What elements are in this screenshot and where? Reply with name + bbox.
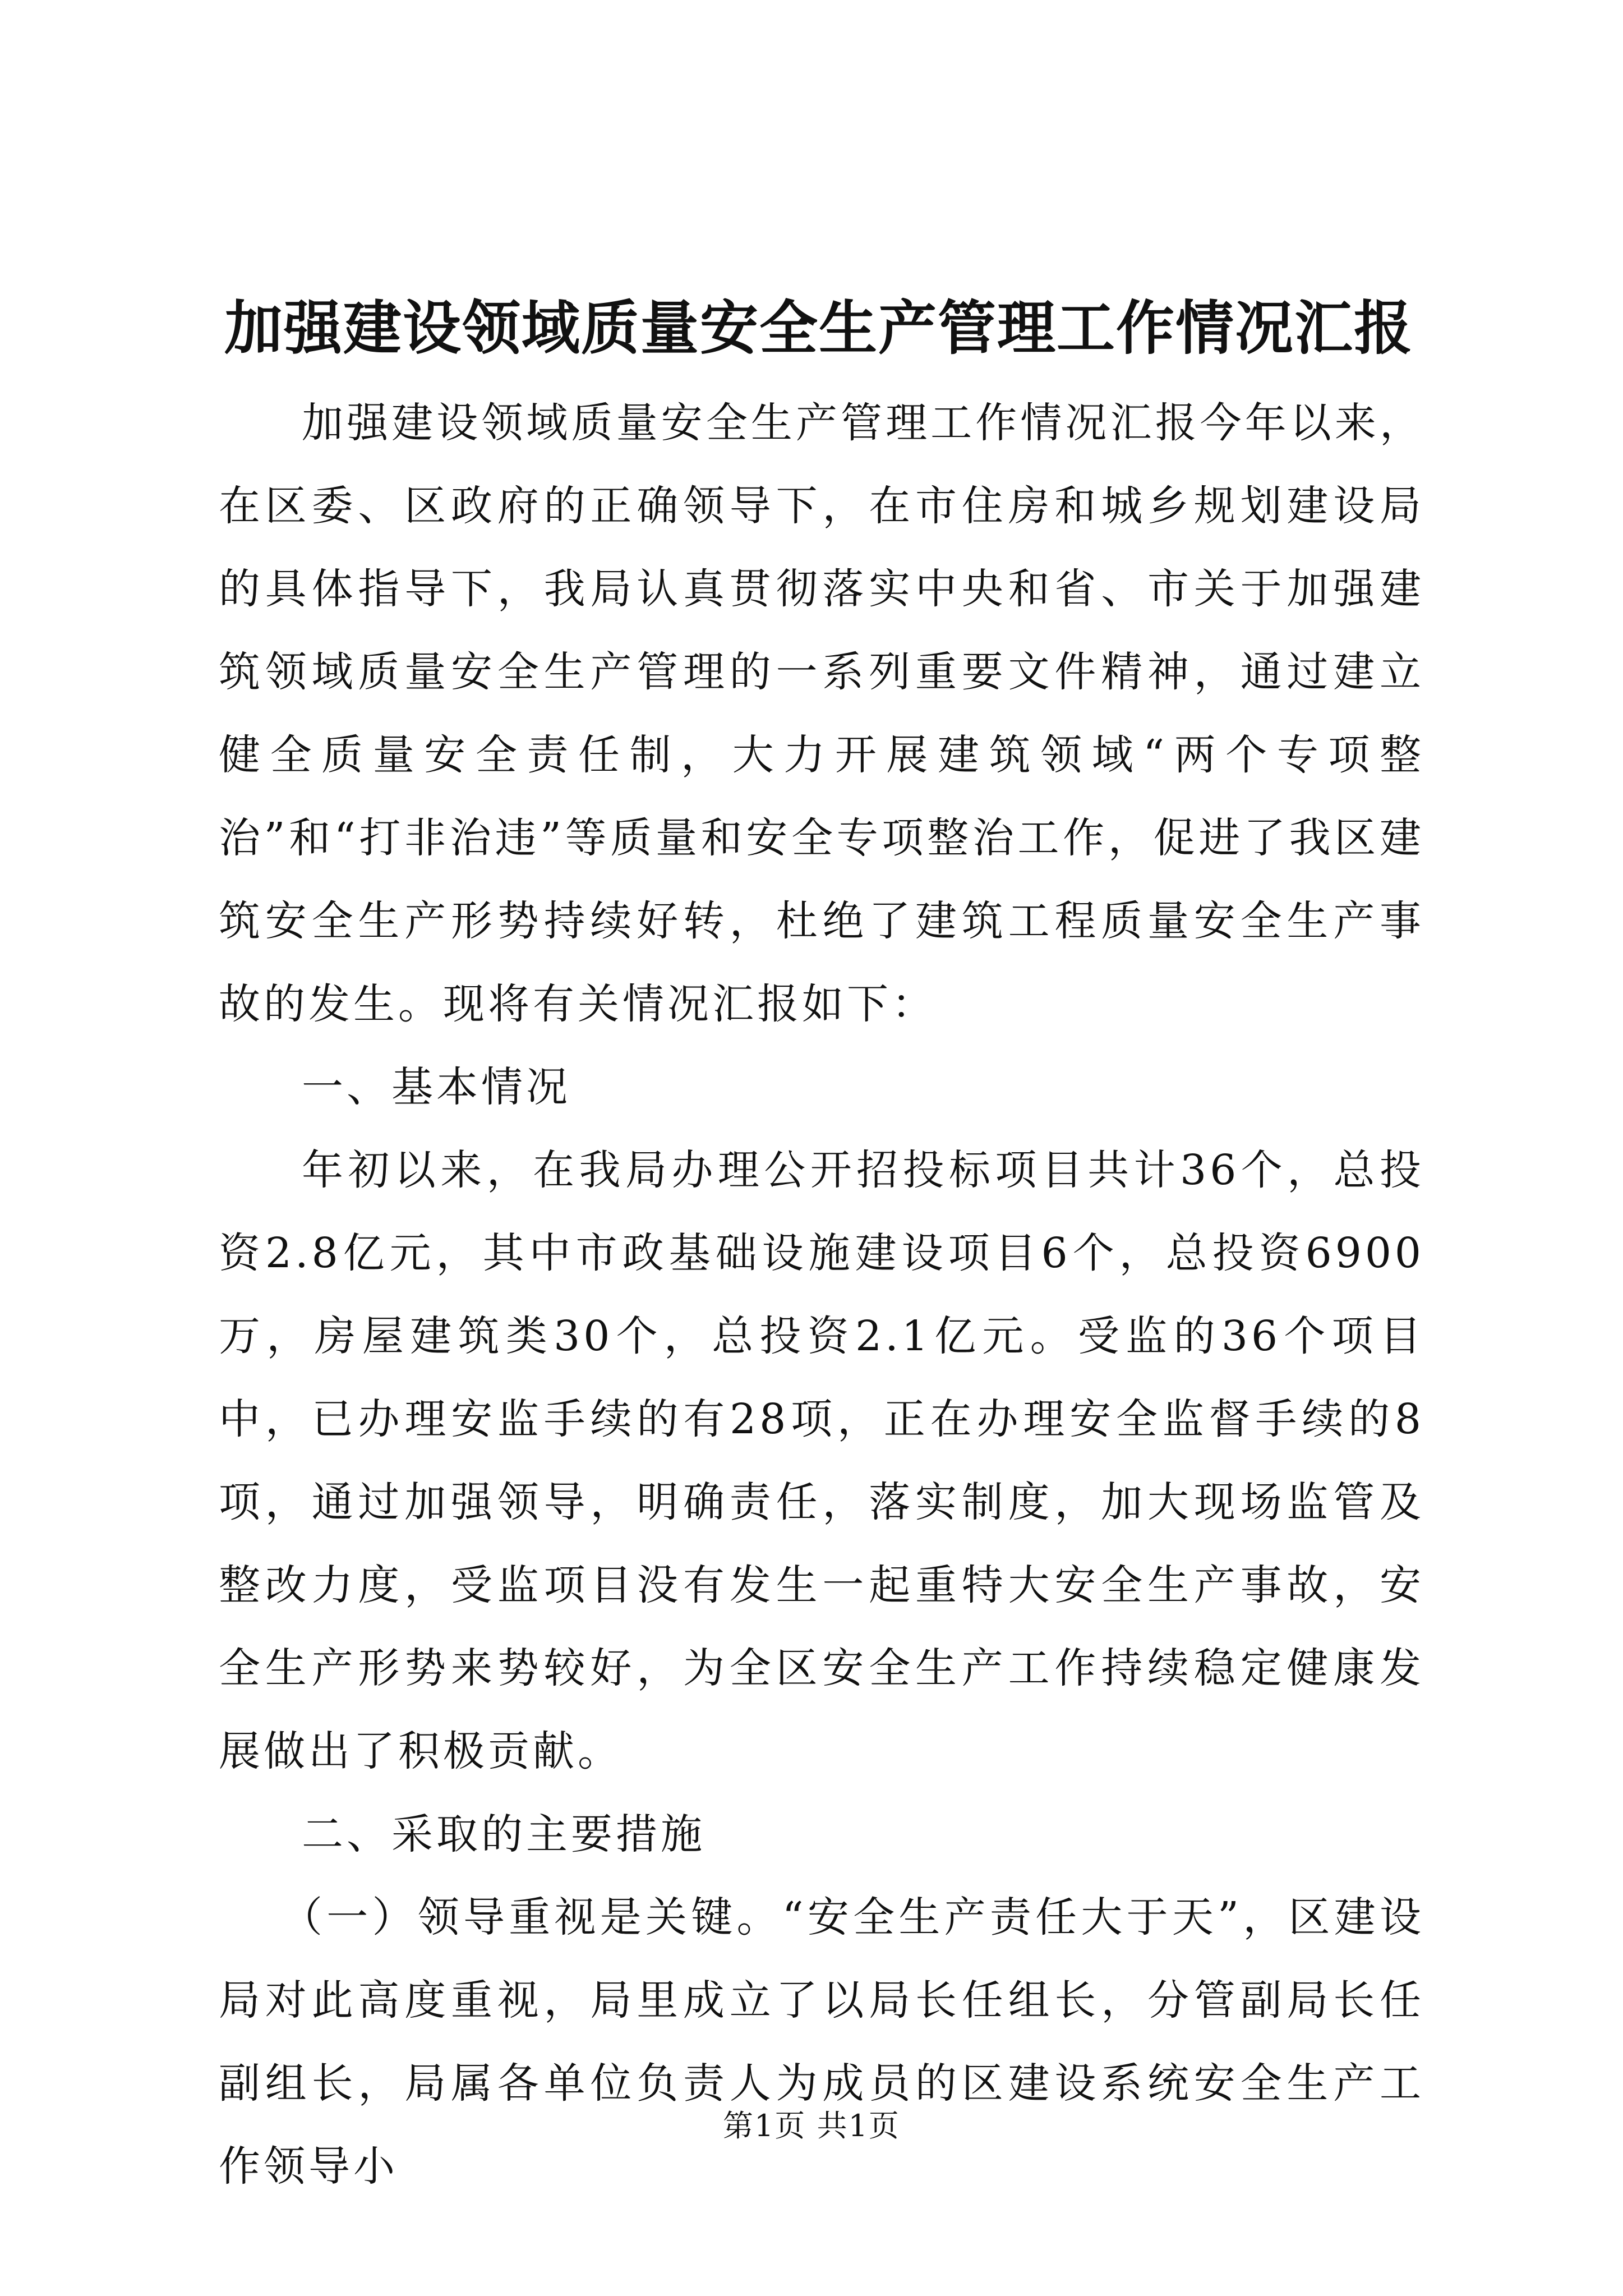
section-heading-basic: 一、基本情况 (302, 1063, 571, 1111)
document-title: 加强建设领域质量安全生产管理工作情况汇报 (224, 293, 1413, 362)
section-heading-measures: 二、采取的主要措施 (302, 1810, 706, 1858)
page-number-footer: 第1页 共1页 (723, 2108, 900, 2143)
intro-paragraph: 加强建设领域质量安全生产管理工作情况汇报今年以来，在区委、区政府的正确领导下，在市住房和城乡规划建设局的具体指导下，我局认真贯彻落实中央和省、市关于加强建筑领域质量安全生产管理的一系列重要文件精神，通过建立健全质量安全责任制，大力开展建筑领域“两个专项整治”和“打非治违”等质量和安全专项整治工作，促进了我区建筑安全生产形势持续好转，杜绝了建筑工程质量安全生产事故的发生。现将有关情况汇报如下： (219, 399, 1424, 1028)
measures-paragraph-1: （一）领导重视是关键。“安全生产责任大于天”，区建设局对此高度重视，局里成立了以局长任组长，分管副局长任副组长，局属各单位负责人为成员的区建设系统安全生产工作领导小 (219, 1893, 1424, 2191)
basic-situation-paragraph: 年初以来，在我局办理公开招投标项目共计36个，总投资2.8亿元，其中市政基础设施建设项目6个，总投资6900万，房屋建筑类30个，总投资2.1亿元。受监的36个项目中，已办理安监手续的有28项，正在办理安全监督手续的8项，通过加强领导，明确责任，落实制度，加大现场监管及整改力度，受监项目没有发生一起重特大安全生产事故，安全生产形势来势较好，为全区安全生产工作持续稳定健康发展做出了积极贡献。 (219, 1146, 1424, 1775)
document-body (219, 381, 1424, 2208)
